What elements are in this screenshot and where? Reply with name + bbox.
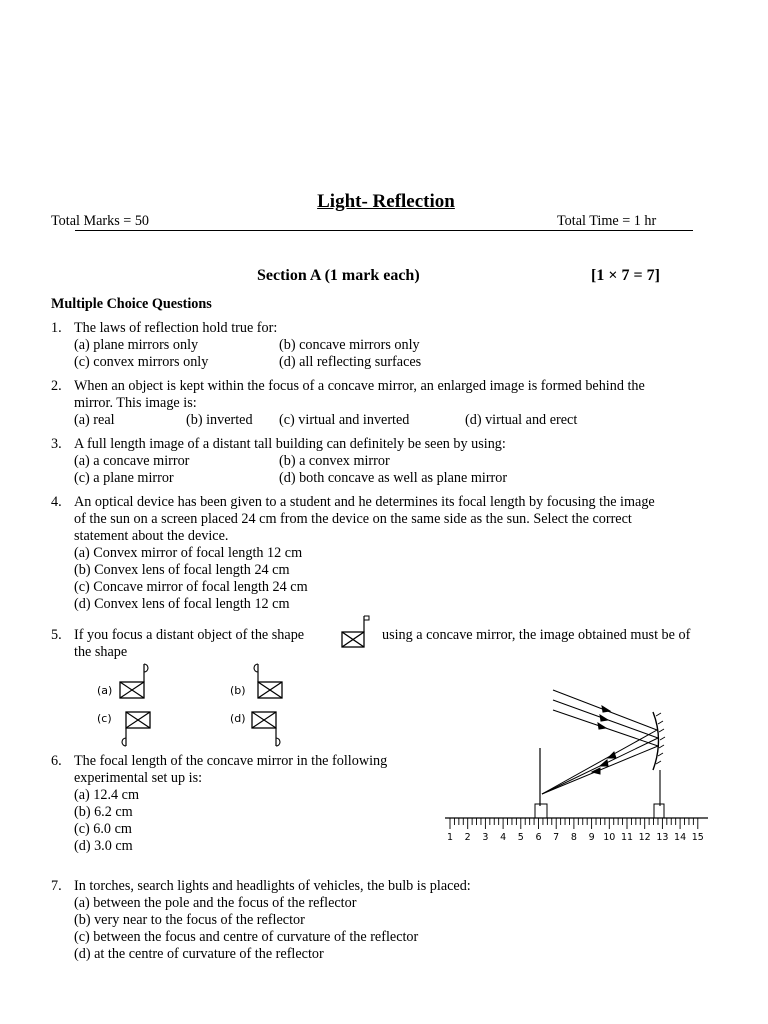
scale-label: 12 [638, 832, 651, 843]
question-number: 4. [51, 494, 62, 510]
concave-mirror-icon [653, 712, 665, 818]
option-a: (a) 12.4 cm [74, 787, 140, 803]
question-text: of the sun on a screen placed 24 cm from the device on the same side as the sun. Select the correct [74, 511, 632, 527]
page-title: Light- Reflection [317, 191, 455, 212]
option-b: (b) 6.2 cm [74, 804, 133, 820]
option-d: (d) Convex lens of focal length 12 cm [74, 596, 290, 612]
option-b: (b) very near to the focus of the reflector [74, 912, 305, 928]
scale-label: 9 [588, 832, 595, 843]
scale-label: 3 [482, 832, 489, 843]
section-marks: [1 × 7 = 7] [591, 267, 660, 284]
question-number: 7. [51, 878, 62, 894]
option-c: (c) virtual and inverted [279, 412, 410, 428]
option-d: (d) both concave as well as plane mirror [279, 470, 508, 486]
question-text: using a concave mirror, the image obtained must be of [382, 627, 691, 643]
question-number: 2. [51, 378, 62, 394]
scale-label: 4 [500, 832, 507, 843]
option-a: (a) Convex mirror of focal length 12 cm [74, 545, 303, 561]
scale-label: 6 [535, 832, 542, 843]
option-d: (d) at the centre of curvature of the reflector [74, 946, 324, 962]
question-2 [51, 378, 731, 429]
option-c: (c) Concave mirror of focal length 24 cm [74, 579, 308, 595]
scale-label: 13 [656, 832, 669, 843]
question-number: 1. [51, 320, 62, 336]
section-title: Section A (1 mark each) [257, 267, 420, 284]
flag-shape-icon [338, 612, 378, 650]
option-c: (c) convex mirrors only [74, 354, 209, 370]
question-text: mirror. This image is: [74, 395, 197, 411]
option-b: (b) concave mirrors only [279, 337, 420, 353]
experiment-setup-diagram [440, 680, 715, 848]
mcq-heading: Multiple Choice Questions [51, 296, 212, 312]
option-d: (d) all reflecting surfaces [279, 354, 422, 370]
question-7 [51, 878, 731, 963]
flag-option-d-icon [250, 708, 290, 752]
question-number: 5. [51, 627, 62, 643]
question-text: The laws of reflection hold true for: [74, 320, 278, 336]
option-a: (a) plane mirrors only [74, 337, 199, 353]
question-number: 3. [51, 436, 62, 452]
question-number: 6. [51, 753, 62, 769]
question-text: An optical device has been given to a student and he determines its focal length by focusing the image [74, 494, 655, 510]
scale-label: 11 [620, 832, 634, 843]
question-5 [51, 627, 731, 661]
scale-label: 8 [570, 832, 577, 843]
option-b: (b) inverted [186, 412, 253, 428]
question-text: experimental set up is: [74, 770, 203, 786]
scale-label: 15 [691, 832, 704, 843]
option-c: (c) 6.0 cm [74, 821, 132, 837]
option-c: (c) a plane mirror [74, 470, 174, 486]
question-text: If you focus a distant object of the shape [74, 627, 305, 643]
option-d-label: (d) [230, 712, 246, 725]
option-b-label: (b) [230, 684, 246, 697]
option-c: (c) between the focus and centre of curvature of the reflector [74, 929, 419, 945]
scale-label: 2 [464, 832, 471, 843]
total-marks: Total Marks = 50 [51, 213, 150, 229]
screen-stand-icon [535, 748, 547, 818]
question-text: When an object is kept within the focus of a concave mirror, an enlarged image is formed behind the [74, 378, 645, 394]
flag-option-a-icon [118, 660, 158, 702]
option-b: (b) a convex mirror [279, 453, 390, 469]
option-c-label: (c) [97, 712, 112, 725]
option-d: (d) virtual and erect [465, 412, 578, 428]
option-d: (d) 3.0 cm [74, 838, 133, 854]
scale-label: 14 [674, 832, 687, 843]
flag-option-b-icon [252, 660, 292, 702]
option-a: (a) a concave mirror [74, 453, 190, 469]
scale-label: 7 [553, 832, 560, 843]
option-a-label: (a) [97, 684, 113, 697]
question-1 [51, 320, 731, 371]
scale-label: 5 [517, 832, 524, 843]
total-time: Total Time = 1 hr [557, 213, 657, 229]
question-text: statement about the device. [74, 528, 229, 544]
option-a: (a) between the pole and the focus of the reflector [74, 895, 357, 911]
question-4 [51, 494, 731, 613]
metre-scale [445, 818, 708, 843]
scale-label: 10 [603, 832, 616, 843]
header-rule [75, 230, 693, 231]
question-text: the shape [74, 644, 128, 660]
question-text: In torches, search lights and headlights of vehicles, the bulb is placed: [74, 878, 471, 894]
option-a: (a) real [74, 412, 115, 428]
question-3 [51, 436, 731, 487]
question-text: A full length image of a distant tall building can definitely be seen by using: [74, 436, 506, 452]
question-6 [51, 753, 431, 855]
option-b: (b) Convex lens of focal length 24 cm [74, 562, 290, 578]
scale-label: 1 [446, 832, 454, 843]
question-text: The focal length of the concave mirror in the following [74, 753, 388, 769]
flag-option-c-icon [118, 708, 158, 752]
